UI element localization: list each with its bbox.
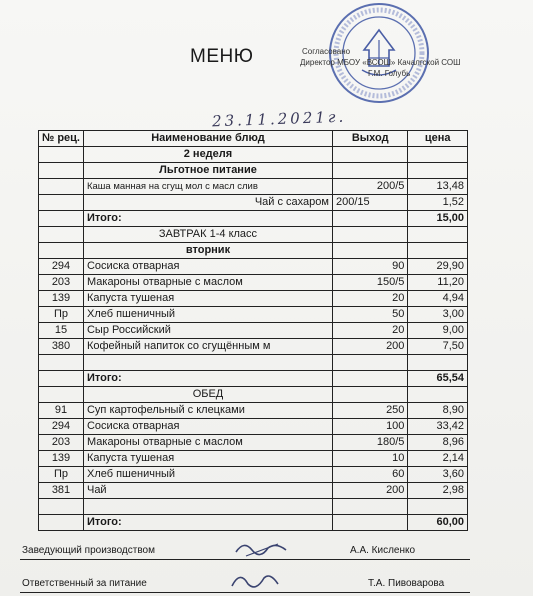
total-row <box>39 515 468 531</box>
table-row <box>39 275 468 291</box>
dish-output: 200/5 <box>332 179 407 195</box>
table-row <box>39 483 468 499</box>
dish-name: Сосиска отварная <box>83 259 332 275</box>
empty-row <box>39 355 468 371</box>
total-label: Итого: <box>83 371 332 387</box>
approval-line: Г.М. Голубь <box>368 69 411 78</box>
recipe-number: 203 <box>39 275 84 291</box>
section-row <box>39 163 468 179</box>
dish-output: 60 <box>332 467 407 483</box>
table-row <box>39 339 468 355</box>
table-row <box>39 307 468 323</box>
dish-name: Каша манная на сгущ мол с масл слив <box>83 179 332 195</box>
table-row <box>39 291 468 307</box>
dish-price: 3,00 <box>408 307 468 323</box>
dish-name: Капуста тушеная <box>83 451 332 467</box>
day-row <box>39 243 468 259</box>
approval-line: Согласовано <box>302 47 351 56</box>
dish-price: 2,14 <box>408 451 468 467</box>
table-row <box>39 467 468 483</box>
meal-row <box>39 227 468 243</box>
recipe-number: Пр <box>39 307 84 323</box>
table-row <box>39 195 468 211</box>
total-row <box>39 371 468 387</box>
col-header-price: цена <box>408 131 468 147</box>
approval-block <box>300 46 490 79</box>
dish-price: 11,20 <box>408 275 468 291</box>
responsible-role: Ответственный за питание <box>22 578 147 589</box>
page-title: МЕНЮ <box>190 46 254 67</box>
meal-label: ОБЕД <box>83 387 332 403</box>
col-header-output: Выход <box>332 131 407 147</box>
head-name: А.А. Кисленко <box>350 545 416 556</box>
dish-output: 250 <box>332 403 407 419</box>
dish-price: 8,90 <box>408 403 468 419</box>
total-label: Итого: <box>83 211 332 227</box>
total-value: 15,00 <box>408 211 468 227</box>
dish-output: 90 <box>332 259 407 275</box>
dish-price: 4,94 <box>408 291 468 307</box>
dish-name: Макароны отварные с маслом <box>83 435 332 451</box>
day-label: вторник <box>83 243 332 259</box>
week-label: 2 неделя <box>83 147 332 163</box>
week-row <box>39 147 468 163</box>
dish-output: 50 <box>332 307 407 323</box>
handwritten-date: 23.11.2021г. <box>211 107 347 131</box>
dish-name: Капуста тушеная <box>83 291 332 307</box>
dish-output: 100 <box>332 419 407 435</box>
dish-price: 8,96 <box>408 435 468 451</box>
recipe-number: 139 <box>39 451 84 467</box>
dish-price: 9,00 <box>408 323 468 339</box>
dish-output: 10 <box>332 451 407 467</box>
head-role: Заведующий производством <box>22 545 155 556</box>
dish-output: 20 <box>332 323 407 339</box>
table-row <box>39 451 468 467</box>
dish-name: Сосиска отварная <box>83 419 332 435</box>
total-value: 65,54 <box>408 371 468 387</box>
dish-name: Хлеб пшеничный <box>83 467 332 483</box>
table-row <box>39 435 468 451</box>
dish-output: 200 <box>332 483 407 499</box>
dish-name: Макароны отварные с маслом <box>83 275 332 291</box>
recipe-number: 294 <box>39 419 84 435</box>
recipe-number: 91 <box>39 403 84 419</box>
dish-price: 1,52 <box>408 195 468 211</box>
table-header-row <box>39 131 468 147</box>
dish-price: 2,98 <box>408 483 468 499</box>
dish-price: 3,60 <box>408 467 468 483</box>
menu-table <box>38 130 468 531</box>
meal-label: ЗАВТРАК 1-4 класс <box>83 227 332 243</box>
table-row <box>39 179 468 195</box>
table-row <box>39 323 468 339</box>
recipe-number: 139 <box>39 291 84 307</box>
dish-name: Суп картофельный с клецками <box>83 403 332 419</box>
dish-name: Кофейный напиток со сгущённым м <box>83 339 332 355</box>
dish-output: 200/15 <box>332 195 407 211</box>
dish-price: 7,50 <box>408 339 468 355</box>
recipe-number: Пр <box>39 467 84 483</box>
total-label: Итого: <box>83 515 332 531</box>
dish-price: 29,90 <box>408 259 468 275</box>
table-row <box>39 259 468 275</box>
dish-output: 180/5 <box>332 435 407 451</box>
table-row <box>39 403 468 419</box>
recipe-number: 294 <box>39 259 84 275</box>
signature-scribble <box>226 568 286 594</box>
recipe-number: 15 <box>39 323 84 339</box>
dish-output: 200 <box>332 339 407 355</box>
total-row <box>39 211 468 227</box>
dish-name: Сыр Российский <box>83 323 332 339</box>
dish-output: 20 <box>332 291 407 307</box>
col-header-name: Наименование блюд <box>83 131 332 147</box>
responsible-name: Т.А. Пивоварова <box>368 578 445 589</box>
recipe-number: 381 <box>39 483 84 499</box>
table-row <box>39 419 468 435</box>
dish-output: 150/5 <box>332 275 407 291</box>
meal-row <box>39 387 468 403</box>
dish-name: Чай с сахаром <box>83 195 332 211</box>
dish-name: Хлеб пшеничный <box>83 307 332 323</box>
col-header-recipe: № рец. <box>39 131 84 147</box>
recipe-number: 203 <box>39 435 84 451</box>
approval-line: Директор МБОУ «ВСОШ» Качалгской СОШ <box>300 58 461 67</box>
empty-row <box>39 499 468 515</box>
dish-price: 13,48 <box>408 179 468 195</box>
dish-price: 33,42 <box>408 419 468 435</box>
signature-scribble <box>232 536 292 562</box>
section-label: Льготное питание <box>83 163 332 179</box>
dish-name: Чай <box>83 483 332 499</box>
recipe-number: 380 <box>39 339 84 355</box>
total-value: 60,00 <box>408 515 468 531</box>
